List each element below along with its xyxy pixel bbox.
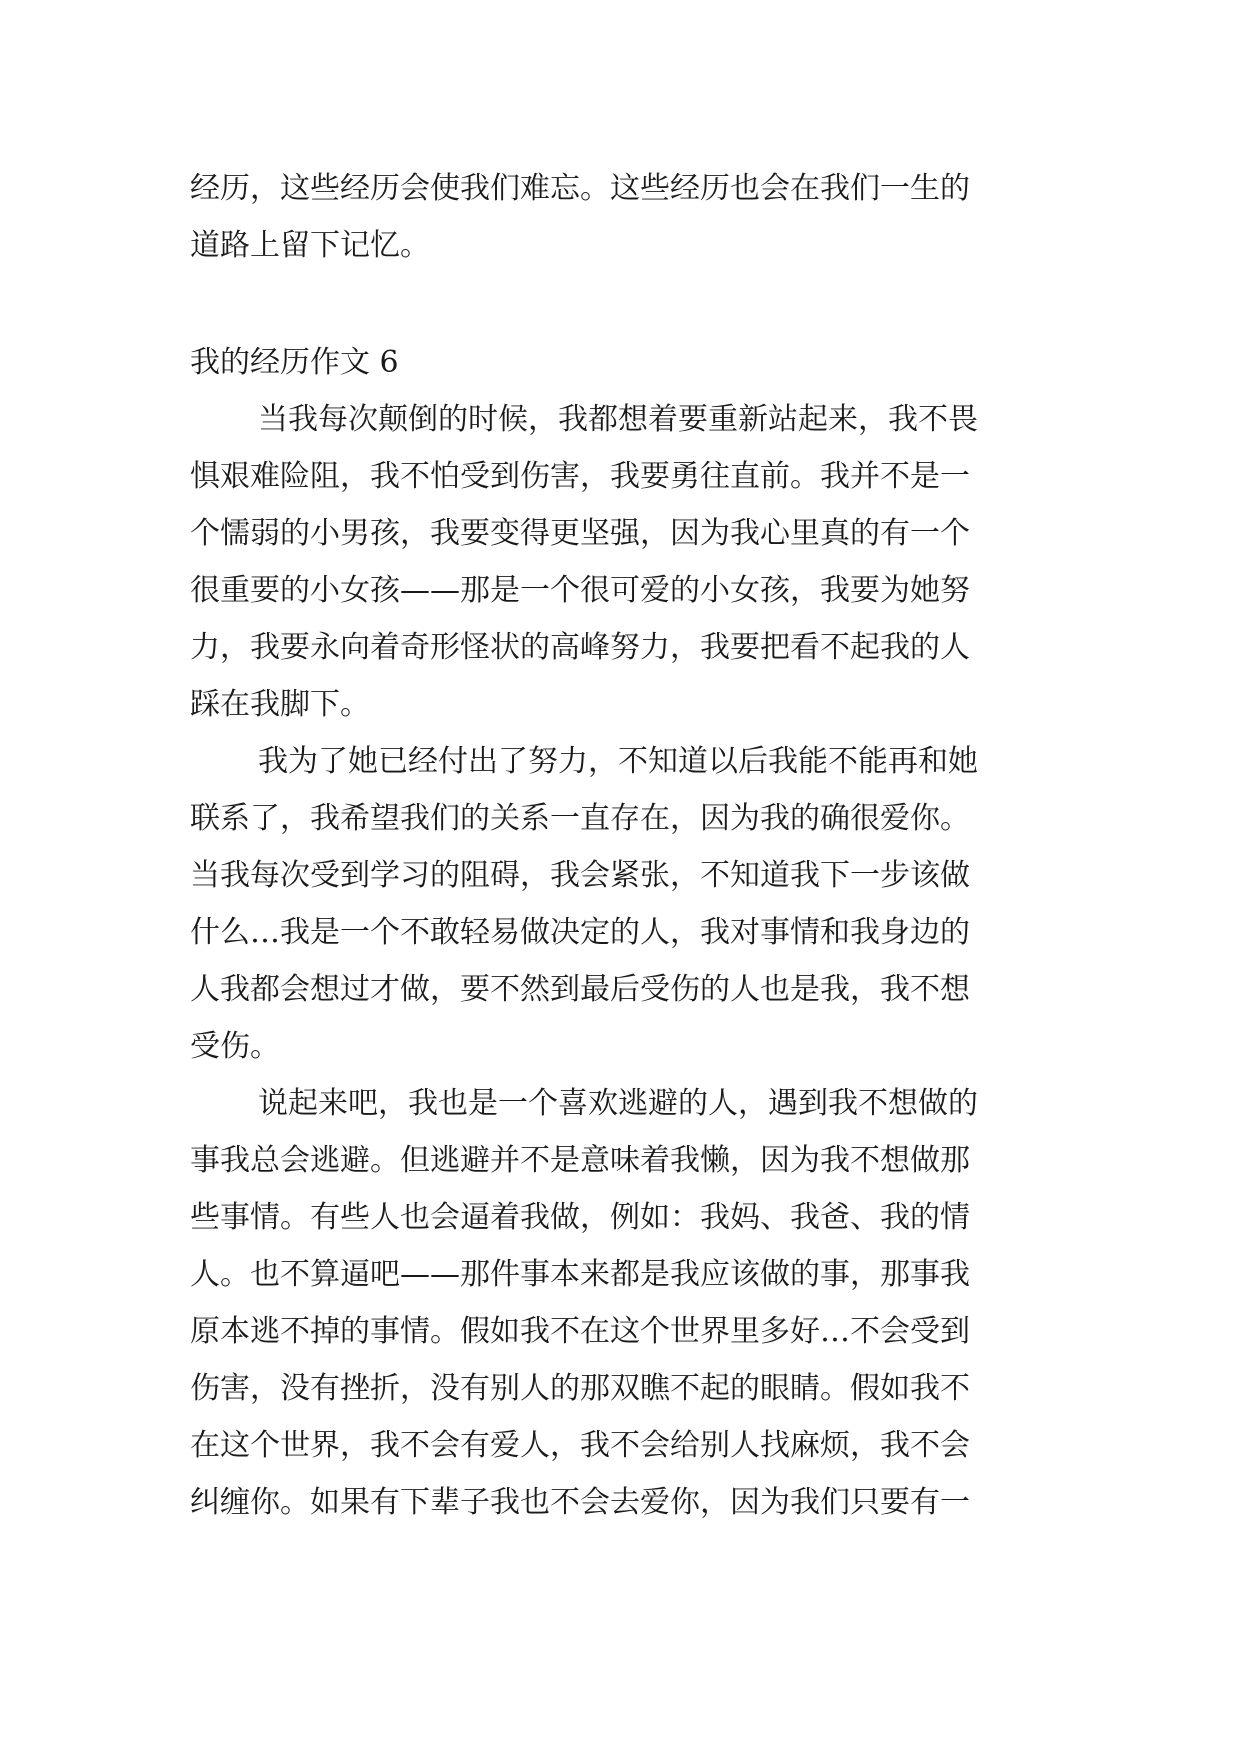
text-line: 很重要的小女孩——那是一个很可爱的小女孩，我要为她努 [190,573,970,608]
text-line: 我为了她已经付出了努力，不知道以后我能不能再和她 [258,744,978,779]
paragraph-1 [190,391,1050,733]
text-line: 人我都会想过才做，要不然到最后受伤的人也是我，我不想 [190,972,970,1007]
paragraph-3 [190,1075,1050,1531]
text-line: 当我每次颠倒的时候，我都想着要重新站起来，我不畏 [258,402,978,437]
section-title: 我的经历作文 6 [190,345,399,380]
text-line: 什么…我是一个不敢轻易做决定的人，我对事情和我身边的 [190,915,970,950]
paragraph-2 [190,733,1050,1075]
text-line: 说起来吧，我也是一个喜欢逃避的人，遇到我不想做的 [258,1086,978,1121]
text-line: 人。也不算逼吧——那件事本来都是我应该做的事，那事我 [190,1257,970,1292]
text-line: 联系了，我希望我们的关系一直存在，因为我的确很爱你。 [190,801,970,836]
text-line: 受伤。 [190,1029,280,1064]
text-line: 伤害，没有挫折，没有别人的那双瞧不起的眼睛。假如我不 [190,1371,970,1406]
text-line: 纠缠你。如果有下辈子我也不会去爱你，因为我们只要有一 [190,1485,970,1520]
text-line: 个懦弱的小男孩，我要变得更坚强，因为我心里真的有一个 [190,516,970,551]
text-line: 事我总会逃避。但逃避并不是意味着我懒，因为我不想做那 [190,1143,970,1178]
text-line: 力，我要永向着奇形怪状的高峰努力，我要把看不起我的人 [190,630,970,665]
text-line: 原本逃不掉的事情。假如我不在这个世界里多好…不会受到 [190,1314,970,1349]
text-line: 经历，这些经历会使我们难忘。这些经历也会在我们一生的 [190,171,970,206]
text-line: 踩在我脚下。 [190,687,370,722]
text-line: 些事情。有些人也会逼着我做，例如：我妈、我爸、我的情 [190,1200,970,1235]
text-line: 惧艰难险阻，我不怕受到伤害，我要勇往直前。我并不是一 [190,459,970,494]
text-line: 道路上留下记忆。 [190,228,430,263]
top-paragraph [190,160,1050,274]
text-line: 当我每次受到学习的阻碍，我会紧张，不知道我下一步该做 [190,858,970,893]
text-line: 在这个世界，我不会有爱人，我不会给别人找麻烦，我不会 [190,1428,970,1463]
